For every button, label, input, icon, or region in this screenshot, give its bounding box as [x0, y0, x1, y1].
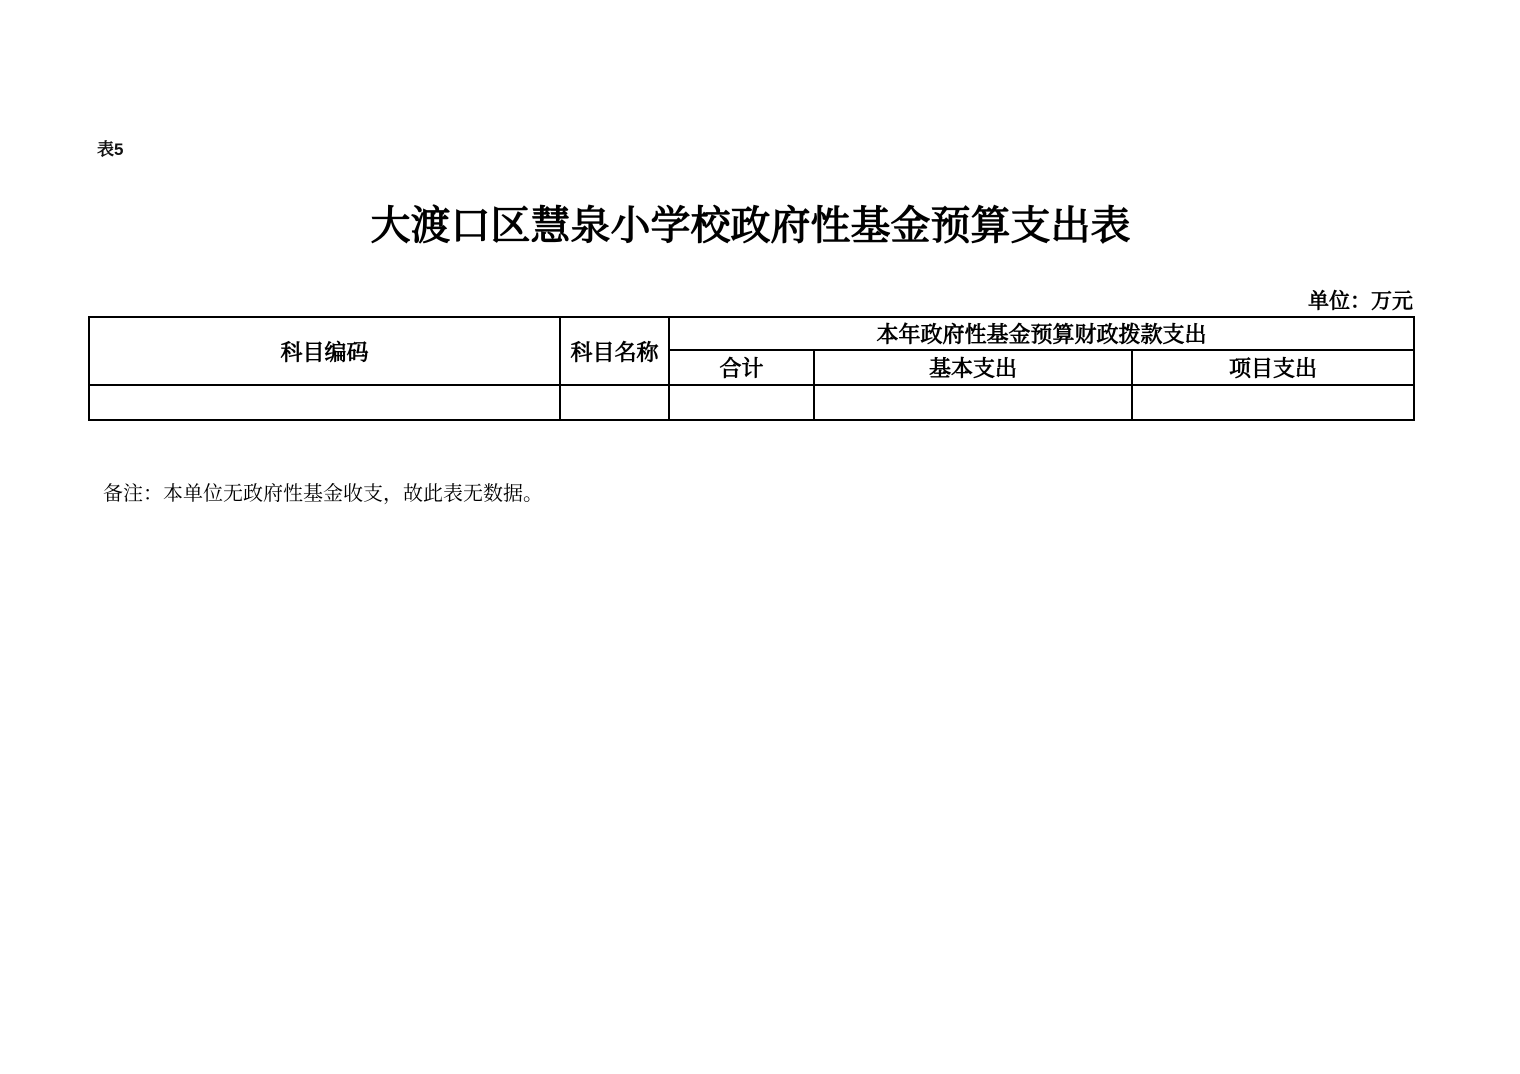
cell-basic-expenditure — [814, 385, 1132, 420]
unit-label: 单位：万元 — [1308, 289, 1413, 313]
footnote: 备注：本单位无政府性基金收支，故此表无数据。 — [103, 483, 543, 505]
header-project-expenditure: 项目支出 — [1132, 350, 1414, 385]
table-row — [89, 385, 1414, 420]
sheet-label: 表5 — [97, 140, 124, 159]
header-group-fund-expenditure: 本年政府性基金预算财政拨款支出 — [669, 317, 1414, 350]
cell-subject-code — [89, 385, 560, 420]
cell-subject-name — [560, 385, 669, 420]
cell-project-expenditure — [1132, 385, 1414, 420]
header-basic-expenditure: 基本支出 — [814, 350, 1132, 385]
header-total: 合计 — [669, 350, 814, 385]
header-subject-code: 科目编码 — [89, 317, 560, 385]
page-title: 大渡口区慧泉小学校政府性基金预算支出表 — [370, 204, 1131, 248]
header-subject-name: 科目名称 — [560, 317, 669, 385]
table-header-row-1 — [89, 317, 1414, 350]
budget-table — [88, 316, 1415, 421]
cell-total — [669, 385, 814, 420]
